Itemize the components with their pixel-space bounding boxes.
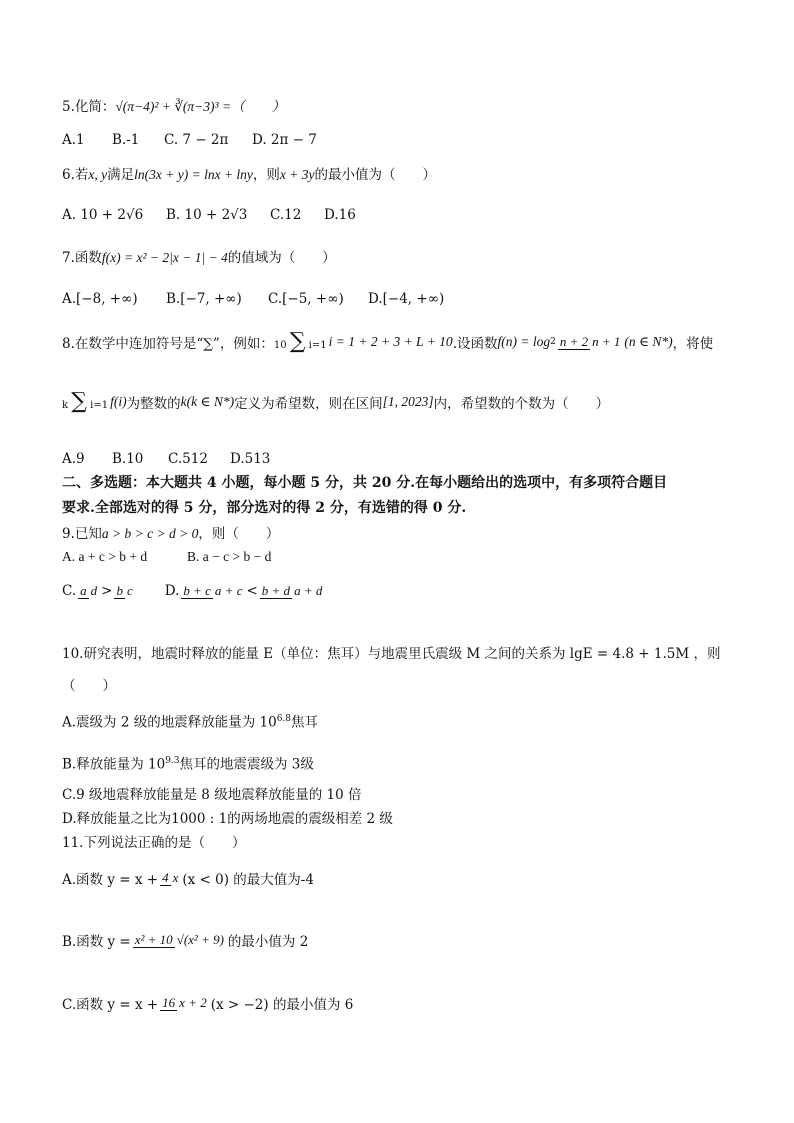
q11-option-b: [62, 930, 308, 950]
q8-option-d: D.513: [230, 451, 271, 467]
q9-stem: [62, 525, 279, 543]
q7-options: [62, 291, 444, 307]
q9-options-ab: [62, 549, 271, 565]
q5-label: 5.化简：: [62, 99, 116, 115]
q6-text-d: 的最小值为（ ）: [314, 167, 437, 183]
section2-line2: 要求.全部选对的得 5 分，部分选对的得 2 分，有选错的得 0 分.: [62, 500, 467, 516]
q11-stem: 11.下列说法正确的是（ ）: [62, 835, 246, 851]
q6-stem: [62, 166, 436, 184]
q6-target: x + 3y: [279, 167, 315, 182]
q10-b-unit: 焦耳的地震震级为 3级: [179, 756, 314, 773]
q9-d-r-den: a + d: [294, 583, 323, 598]
q6-vars: x, y: [88, 167, 108, 182]
q8-option-a: A.9: [62, 451, 85, 467]
q11-a-text: A.函数 y = x +: [62, 872, 159, 888]
q7-stem: [62, 249, 336, 267]
q9-option-a: A. a + c > b + d: [62, 549, 148, 564]
q11-b-den: √(x² + 9): [176, 932, 224, 947]
q6-options: [62, 207, 356, 223]
q8-frac-num: n + 2: [559, 334, 589, 349]
q8-options: [62, 451, 270, 467]
q7-function: f(x) = x² − 2|x − 1| − 4: [101, 250, 228, 265]
q6-option-a: A. 10 + 2√6: [62, 207, 144, 223]
sum2-top: k: [62, 400, 69, 411]
q11-c-frac: [160, 995, 209, 1011]
q9-d-l-den: a + c: [214, 583, 243, 598]
q8-fraction: [558, 334, 623, 350]
q9-d-right-frac: [260, 583, 325, 599]
q10-a-sup: 6.8: [276, 714, 292, 724]
q9-option-d-label: D.: [164, 583, 180, 599]
q7-option-a: A.[−8, +∞): [62, 291, 138, 307]
q9-d-l-num: b + c: [183, 583, 211, 598]
sum2-bottom: i=1: [90, 400, 109, 411]
q10-option-d: D.释放能量之比为1000 : 1的两场地震的震级相差 2 级: [62, 811, 393, 827]
q11-a-den: x: [172, 870, 179, 885]
q7-text-b: 的值域为（ ）: [227, 250, 336, 266]
q8-stem-line1: [62, 329, 714, 354]
q11-c-tail: (x > −2) 的最小值为 6: [210, 997, 354, 1013]
q10-a-text: A.震级为 2 级的地震释放能量为 10: [62, 714, 277, 731]
sum-symbol: [273, 329, 327, 354]
q11-b-num: x² + 10: [134, 932, 173, 947]
q5-option-a: A.1: [62, 132, 85, 148]
q5-option-b: B.-1: [112, 132, 140, 148]
q6-text-c: ，则: [252, 167, 280, 183]
q9-c-r-num: b: [116, 583, 123, 598]
q8-option-c: C.512: [168, 451, 208, 467]
sum2-body: f(i): [110, 394, 127, 409]
q6-label: 6.若: [62, 167, 89, 183]
q8-log-base: 2: [550, 337, 556, 347]
q5-option-c: C. 7 − 2π: [164, 132, 229, 148]
q11-b-frac: [133, 932, 226, 948]
q9-option-b: B. a − c > b − d: [187, 549, 272, 564]
sigma-icon: ∑: [289, 329, 306, 354]
q11-c-text: C.函数 y = x +: [62, 997, 159, 1013]
q9-c-left-frac: [78, 583, 99, 599]
q5-expression: √(π−4)² + ∛(π−3)³ =（ ）: [115, 99, 286, 114]
q8-text-b: .设函数: [452, 336, 498, 352]
q11-c-num: 16: [162, 995, 176, 1010]
q6-option-b: B. 10 + 2√3: [166, 207, 248, 223]
q9-c-l-num: a: [80, 583, 87, 598]
sum-body: i = 1 + 2 + 3 + L + 10: [328, 334, 453, 349]
q8-option-b: B.10: [112, 451, 144, 467]
q8-stem-line2: [62, 389, 610, 414]
q8-label: 8.在数学中连加符号是“∑”，例如：: [62, 336, 274, 352]
sigma2-icon: ∑: [71, 389, 87, 414]
q6-option-d: D.16: [324, 207, 356, 223]
q8-text-e: 定义为希望数，则在区间: [234, 396, 383, 412]
q9-condition: a > b > c > d > 0: [101, 526, 199, 541]
q6-text-b: 满足: [107, 167, 135, 183]
q7-option-c: C.[−5, +∞): [268, 291, 344, 307]
q11-b-text: B.函数 y =: [62, 934, 131, 950]
q7-option-b: B.[−7, +∞): [166, 291, 242, 307]
q9-options-cd: [62, 583, 326, 599]
q9-d-op: <: [246, 583, 258, 599]
q10-option-a: [62, 710, 318, 732]
q5-option-d: D. 2π − 7: [252, 132, 317, 148]
sum-top: 10: [273, 340, 287, 351]
q10-option-b: [62, 752, 314, 774]
section2-line1: 二、多选题：本大题共 4 小题，每小题 5 分，共 20 分.在每小题给出的选项中，有多项符合题目: [62, 475, 668, 491]
q5-stem: [62, 98, 285, 116]
q10-option-c: C.9 级地震释放能量是 8 级地震释放能量的 10 倍: [62, 787, 362, 803]
q5-options: [62, 132, 317, 148]
q9-c-op: >: [101, 583, 113, 599]
q11-a-tail: (x < 0) 的最大值为-4: [182, 872, 314, 888]
q8-frac-den: n + 1: [592, 334, 621, 349]
q8-text-c: ，将使: [672, 336, 714, 352]
sum-bottom: i=1: [308, 340, 327, 351]
q8-text-d: 为整数的: [126, 396, 181, 412]
q11-c-den: x + 2: [179, 995, 207, 1010]
q6-option-c: C.12: [270, 207, 302, 223]
q10-b-sup: 9.3: [165, 756, 180, 766]
q9-c-r-den: c: [126, 583, 133, 598]
sum2-symbol: [62, 389, 109, 414]
q11-option-a: [62, 868, 314, 888]
q8-interval: [1, 2023]: [382, 394, 434, 409]
q8-domain: (n ∈ N*): [624, 334, 673, 349]
q6-condition: ln(3x + y) = lnx + lny: [134, 167, 253, 182]
q7-label: 7.函数: [62, 250, 102, 266]
q10-a-unit: 焦耳: [291, 714, 319, 731]
q11-option-c: [62, 993, 353, 1013]
q9-text-b: ，则（ ）: [198, 526, 280, 542]
q10-paren: （ ）: [62, 678, 116, 694]
q8-k-domain: k(k ∈ N*): [180, 394, 235, 409]
q8-text-f: 内，希望数的个数为（ ）: [433, 396, 610, 412]
q11-a-num: 4: [162, 870, 169, 885]
q9-c-right-frac: [114, 583, 134, 599]
q11-b-tail: 的最小值为 2: [227, 934, 309, 950]
q9-d-r-num: b + d: [261, 583, 291, 598]
q8-func-lhs: f(n) = log: [497, 334, 551, 349]
q7-option-d: D.[−4, +∞): [368, 291, 445, 307]
q9-c-l-den: d: [90, 583, 98, 598]
q11-a-frac: [160, 870, 180, 886]
q9-d-left-frac: [181, 583, 244, 599]
q10-b-text: B.释放能量为 10: [62, 756, 166, 773]
q10-stem: 10.研究表明，地震时释放的能量 E（单位：焦耳）与地震里氏震级 M 之间的关系为 lgE = 4.8 + 1.5M ，则: [62, 646, 721, 662]
q9-label: 9.已知: [62, 526, 102, 542]
q9-option-c-label: C.: [62, 583, 77, 599]
